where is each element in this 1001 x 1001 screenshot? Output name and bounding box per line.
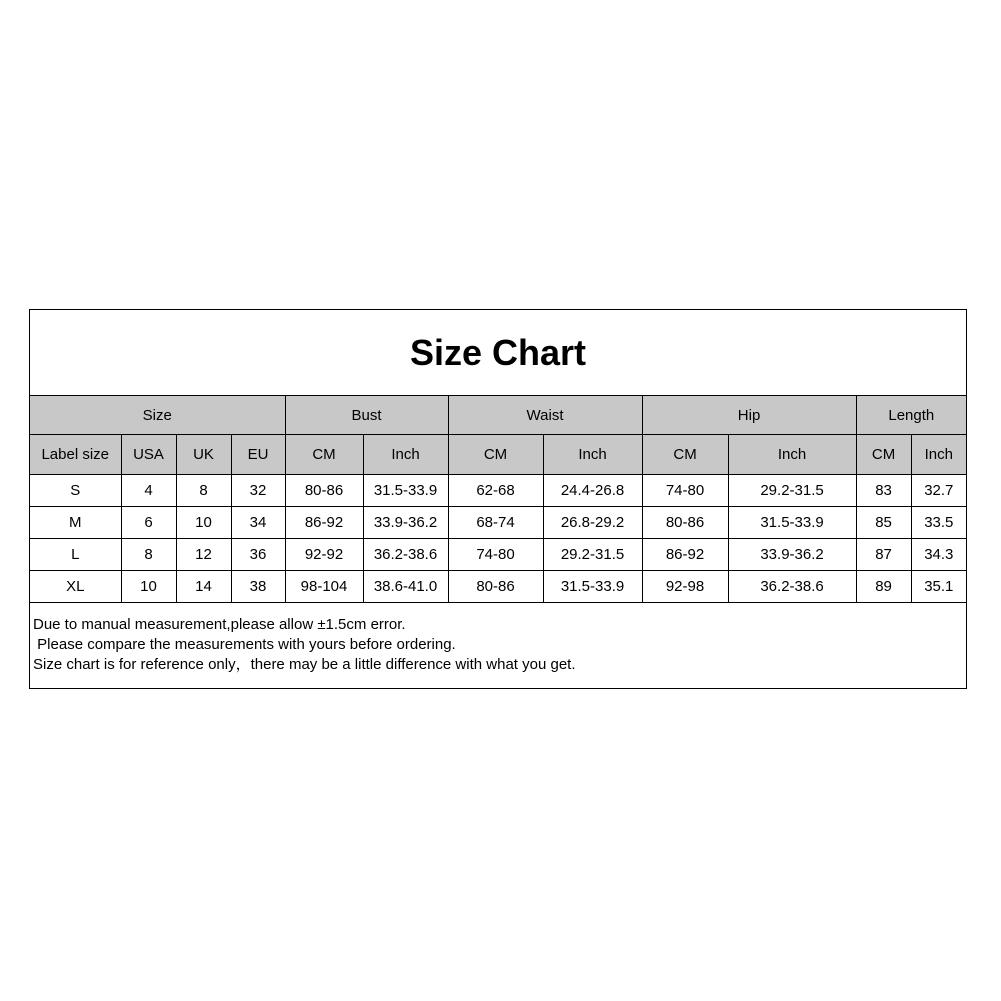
table-cell: 8 [121, 539, 176, 571]
table-cell: 80-86 [448, 571, 543, 603]
column-header-cell: CM [448, 435, 543, 475]
table-cell: 8 [176, 475, 231, 507]
table-row [30, 475, 966, 507]
table-cell: 4 [121, 475, 176, 507]
table-cell: M [30, 507, 121, 539]
table-cell: 92-92 [285, 539, 363, 571]
group-header-cell: Bust [285, 396, 448, 435]
group-header-row [30, 396, 966, 435]
table-cell: 32.7 [911, 475, 966, 507]
table-cell: 80-86 [642, 507, 728, 539]
table-cell: 33.5 [911, 507, 966, 539]
table-cell: 31.5-33.9 [728, 507, 856, 539]
table-cell: 74-80 [642, 475, 728, 507]
table-row [30, 571, 966, 603]
column-header-cell: Inch [911, 435, 966, 475]
table-cell: 31.5-33.9 [543, 571, 642, 603]
table-cell: 29.2-31.5 [728, 475, 856, 507]
table-cell: 31.5-33.9 [363, 475, 448, 507]
table-cell: 98-104 [285, 571, 363, 603]
table-cell: 38 [231, 571, 285, 603]
table-cell: 74-80 [448, 539, 543, 571]
notes [30, 603, 966, 675]
table-cell: 6 [121, 507, 176, 539]
column-header-cell: UK [176, 435, 231, 475]
table-cell: 12 [176, 539, 231, 571]
table-cell: 35.1 [911, 571, 966, 603]
table-cell: 34 [231, 507, 285, 539]
table-cell: L [30, 539, 121, 571]
column-header-cell: EU [231, 435, 285, 475]
table-cell: 10 [121, 571, 176, 603]
table-cell: 86-92 [642, 539, 728, 571]
column-header-cell: USA [121, 435, 176, 475]
table-cell: 86-92 [285, 507, 363, 539]
table-cell: 36.2-38.6 [363, 539, 448, 571]
table-cell: 62-68 [448, 475, 543, 507]
table-cell: 92-98 [642, 571, 728, 603]
table-cell: 36 [231, 539, 285, 571]
table-cell: 89 [856, 571, 911, 603]
group-header-cell: Size [30, 396, 285, 435]
table-cell: 29.2-31.5 [543, 539, 642, 571]
table-row [30, 507, 966, 539]
note-line: Size chart is for reference only，there may be a little difference with what you get. [33, 656, 576, 673]
table-cell: XL [30, 571, 121, 603]
group-header-cell: Waist [448, 396, 642, 435]
table-cell: 85 [856, 507, 911, 539]
table-cell: 33.9-36.2 [728, 539, 856, 571]
column-header-cell: CM [285, 435, 363, 475]
note-line: Due to manual measurement,please allow ±1.5cm error. [33, 616, 406, 633]
column-header-cell: CM [642, 435, 728, 475]
table-cell: 36.2-38.6 [728, 571, 856, 603]
table-cell: 87 [856, 539, 911, 571]
table-cell: 34.3 [911, 539, 966, 571]
table-cell: 80-86 [285, 475, 363, 507]
group-header-cell: Length [856, 396, 966, 435]
table-cell: 24.4-26.8 [543, 475, 642, 507]
table-cell: 10 [176, 507, 231, 539]
table-cell: 83 [856, 475, 911, 507]
table-cell: 14 [176, 571, 231, 603]
table-cell: 26.8-29.2 [543, 507, 642, 539]
column-header-cell: Label size [30, 435, 121, 475]
column-header-cell: Inch [728, 435, 856, 475]
column-header-cell: Inch [363, 435, 448, 475]
chart-title: Size Chart [30, 310, 966, 396]
table-cell: S [30, 475, 121, 507]
size-chart [29, 309, 967, 689]
table-cell: 32 [231, 475, 285, 507]
note-line: Please compare the measurements with yours before ordering. [33, 636, 456, 653]
table-cell: 38.6-41.0 [363, 571, 448, 603]
table-cell: 68-74 [448, 507, 543, 539]
column-header-cell: Inch [543, 435, 642, 475]
table-cell: 33.9-36.2 [363, 507, 448, 539]
size-table [30, 396, 966, 603]
column-header-row [30, 435, 966, 475]
table-row [30, 539, 966, 571]
group-header-cell: Hip [642, 396, 856, 435]
column-header-cell: CM [856, 435, 911, 475]
